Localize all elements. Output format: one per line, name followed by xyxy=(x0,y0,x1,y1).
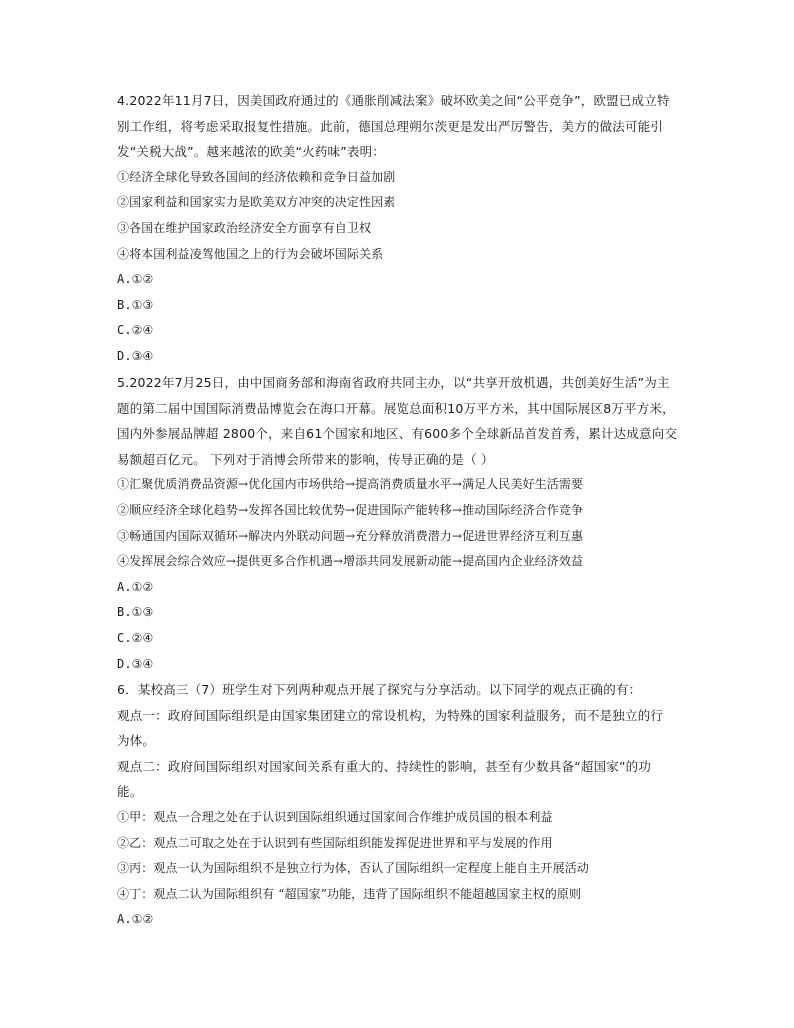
question-stem-line: 别工作组，将考虑采取报复性措施。此前，德国总理朔尔茨更是发出严厉警告，美方的做法可能引 xyxy=(117,118,664,134)
statement-option: ④将本国利益凌驾他国之上的行为会破坏国际关系 xyxy=(117,246,384,261)
answer-choice-d: D.③④ xyxy=(117,348,154,363)
answer-choice-c: C.②④ xyxy=(117,630,154,645)
question-6 xyxy=(117,677,677,933)
statement-option: ①经济全球化导致各国间的经济依赖和竞争日益加剧 xyxy=(117,169,396,184)
question-stem-line: 5.2022年7月25日，由中国商务部和海南省政府共同主办，以“共享开放机遇，共创美好生活”为主 xyxy=(117,375,670,390)
answer-choice-c: C.②④ xyxy=(117,323,154,338)
statement-option: ③各国在维护国家政治经济安全方面享有自卫权 xyxy=(117,220,372,235)
statement-option: ②乙：观点二可取之处在于认识到有些国际组织能发挥促进世界和平与发展的作用 xyxy=(117,835,553,850)
answer-choice-a: A.①② xyxy=(117,912,154,927)
statement-option: ③丙：观点一认为国际组织不是独立行为体，否认了国际组织一定程度上能自主开展活动 xyxy=(117,861,589,876)
answer-choice-a: A.①② xyxy=(117,579,154,594)
question-stem-line: 易额超百亿元。 下列对于消博会所带来的影响，传导正确的是（ ） xyxy=(117,451,494,467)
statement-option: ①甲：观点一合理之处在于认识到国际组织通过国家间合作维护成员国的根本利益 xyxy=(117,809,553,824)
statement-option: ①汇聚优质消费品资源→优化国内市场供给→提高消费质量水平→满足人民美好生活需要 xyxy=(117,477,584,492)
question-stem-line: 能。 xyxy=(117,784,143,800)
statement-option: ②国家利益和国家实力是欧美双方冲突的决定性因素 xyxy=(117,195,396,210)
question-stem-line: 题的第二届中国国际消费品博览会在海口开幕。展览总面积10万平方米，其中国际展区8万平方米， xyxy=(117,400,675,416)
statement-option: ③畅通国内国际双循环→解决内外联动问题→充分释放消费潜力→促进世界经济互利互惠 xyxy=(117,528,584,543)
question-stem-line: 发“关税大战”。越来越浓的欧美“火药味”表明： xyxy=(117,144,386,160)
answer-choice-b: B.①③ xyxy=(117,605,154,620)
answer-choice-b: B.①③ xyxy=(117,297,154,312)
question-5 xyxy=(117,370,677,677)
question-stem-line: 观点一：政府间国际组织是由国家集团建立的常设机构，为特殊的国家利益服务，而不是独立的行 xyxy=(117,707,664,723)
question-stem-line: 为体。 xyxy=(117,733,156,749)
statement-option: ②顺应经济全球化趋势→发挥各国比较优势→促进国际产能转移→推动国际经济合作竞争 xyxy=(117,502,584,517)
answer-choice-d: D.③④ xyxy=(117,656,154,671)
question-stem-line: 4.2022年11月7日，因美国政府通过的《通胀削减法案》破坏欧美之间“公平竞争”，欧盟已成立特 xyxy=(117,93,670,108)
question-4 xyxy=(117,88,677,370)
statement-option: ④丁：观点二认为国际组织有 “超国家”功能，违背了国际组织不能超越国家主权的原则 xyxy=(117,886,582,901)
answer-choice-a: A.①② xyxy=(117,272,154,287)
statement-option: ④发挥展会综合效应→提供更多合作机遇→增添共同发展新动能→提高国内企业经济效益 xyxy=(117,554,584,569)
question-stem-line: 6．某校高三（7）班学生对下列两种观点开展了探究与分享活动。以下同学的观点正确的有： xyxy=(117,682,642,697)
question-stem-line: 观点二：政府间国际组织对国家间关系有重大的、持续性的影响，甚至有少数具备“超国家”的功 xyxy=(117,758,652,774)
question-stem-line: 国内外参展品牌超 2800个，来自61个国家和地区、有600多个全球新品首发首秀，累计达成意向交 xyxy=(117,426,678,442)
